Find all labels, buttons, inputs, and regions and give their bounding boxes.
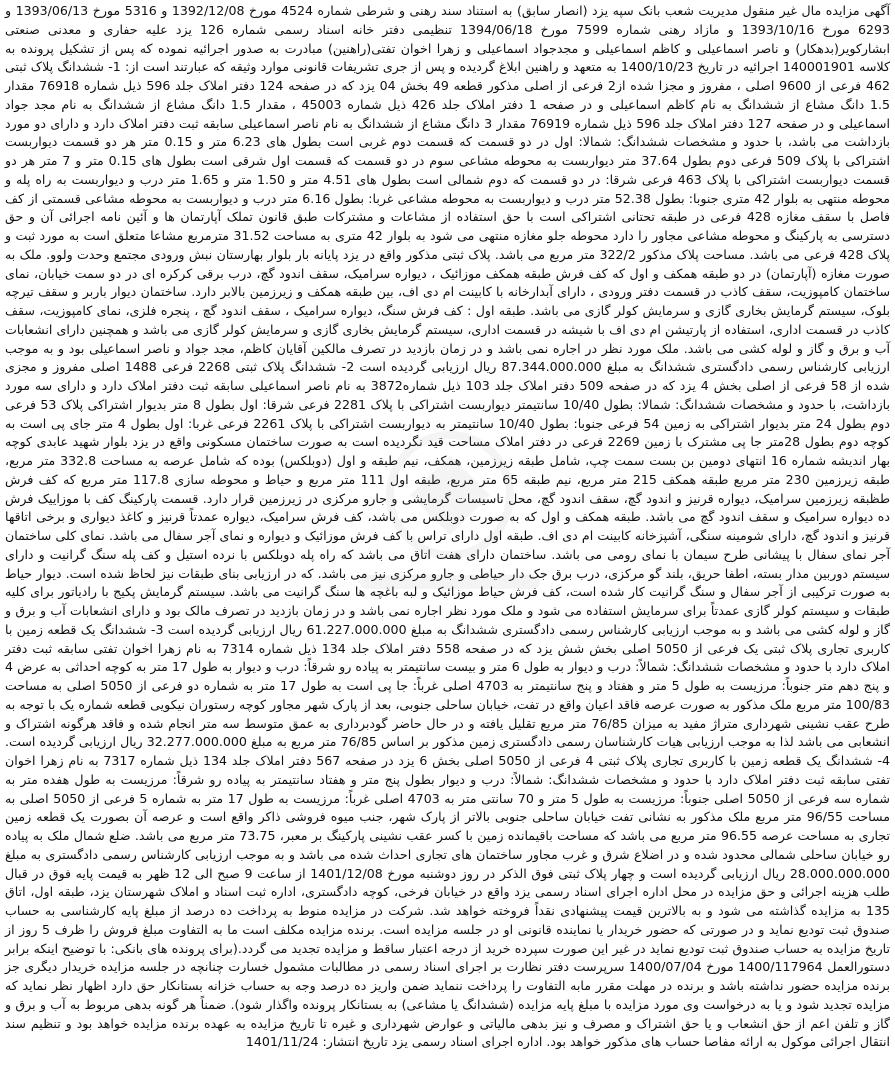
notice-paragraph: آگهی مزایده مال غیر منقول مدیریت شعب بانک سپه یزد (انصار سابق) به استناد سند رهنی و شرطی شماره 4524 مورخ 1392/12/08 و 5316 مورخ 1393/06/13 و 6293 مورخ 1393/10/16 و مازاد رهنی شماره 7599 مورخ 1394/06/18 تنظیمی دفتر خانه اسناد رسمی شماره 126 یزد علیه حفاری و معدنی صنعتی ابشارکویر(بدهکار) و ناصر اسماعیلی و کاظم اسماعیلی و مجدجواد اسماعیلی و زهرا اخوان تفتی(راهنین) مبادرت به صدور اجرائیه نموده که پس از تشکیل پرونده به کلاسه 140001901 اجرائیه در تاریخ 1400/10/23 به متعهد و راهنین ابلاغ گردیده و پس از جری تشریفات قانونی موارد وثیقه که عبارتند است از: 1- ششدانگ پلاک ثبتی 462 فرعی از 9600 اصلی ، مفروز و مجزا شده از2 فرعی از اصلی مذکور قطعه 49 بخش 04 یزد که در صفحه 124 دفتر املاک جلد 596 ذیل شماره 76918 مقدار 1.5 دانگ مشاع از ششدانگ به نام کاظم اسماعیلی و در صفحه 1 دفتر املاک جلد 426 ذیل شماره 45003 ، مقدار 1.5 دانگ مشاع از ششدانگ به نام مجد جواد اسماعیلی و در صفحه 127 دفتر املاک جلد 596 ذیل شماره 76919 مقدار 3 دانگ مشاع از ششدانگ به نام ناصر اسماعیلی سابقه ثبت دفتر املاک دارد و دارای دو مورد بازداشت می باشد، با حدود و مشخصات ششدانگ: شمالا: اول در دو قسمت که قسمت دوم غربی است بطول های 6.23 متر و 0.15 متر هر دو قسمت دیواربست اشتراکی با پلاک 509 فرعی دوم بطول 37.64 متر دیواربست به محوطه مشاعی سوم در دو قسمت که قسمت اول شرقی است بطول های 0.15 متر و 7 متر هر دو قسمت دیواربست اشتراکی با پلاک 463 فرعی شرقا: در دو قسمت که دوم شمالی است بطول های 4.51 متر و 1.50 متر و 1.65 متر درب و دیواربست به راه پله و محوطه منتهی به بلوار 42 متری جنوبا: بطول 52.38 متر درب و دیواربست به محوطه مشاعی غربا: بطول 6.16 متر درب و دیواربست به محوطه مشاعی قسمتی از کف فاصل با سقف مغازه 428 فرعی در طبقه تحتانی اشتراکی است با حق استفاده از مشاعات و مشترکات طبق قانون تملک آپارتمان ها و آئین نامه اجرائی آن و حق دسترسی به پارکینگ و محوطه مشاعی مجاور را دارد محوطه جلو مغازه منتهی می شود به بلوار 42 متری به مساحت 31.52 مترمربع مشاعا متعلق است به مورد ثبت و پلاک 428 فرعی می باشد. مساحت پلاک مذکور 322/2 متر مربع می باشد. پلاک ثبتی مذکور واقع در یزد پایانه بار بلوار بهارستان نبش ورودی مجتمع وحدت ولوو. ملک به صورت مغازه (آپارتمان) در دو طبقه همکف و اول که کف فرش طبقه همکف موزائیک ، دیواره سرامیک، سقف اندود گچ، درب برقی کرکره ای در دو سمت خیابان، نمای ساختمان کامپوزیت، سقف کاذب در قسمت دفتر ورودی ، دارای آبدارخانه با کابینت ام دی اف، بین طبقه همکف و زیرزمین بالابر دارد. ساختمان دیوار باربر و سقف تیرچه بلوک، سیستم گرمایش بخاری گازی و سرمایش کولر گازی می باشد. طبقه اول : کف فرش سنگ، دیواره سرامیک ، سقف اندود گچ ، پنجره فلزی، نمای کامپوزیت، سقف کاذب در قسمت اداری، استفاده از پارتیشن ام دی اف با شیشه در قسمت اداری، سیستم گرمایش بخاری گازی و سرمایش کولر گازی می باشد و همچنین دارای انشعابات آب و برق و گاز و لوله کشی می باشد. ملک مورد نظر در اجاره نمی باشد و در زمان بازدید در تصرف مالکین آقایان کاظم، مجد جواد و ناصر اسماعیلی بود و به موجب ارزیابی کارشناس رسمی دادگستری ششدانگ به مبلغ 87.344.000.000 ریال ارزیابی گردیده است 2- ششدانگ پلاک ثبتی 2268 فرعی 1488 اصلی مفروز و مجزی شده از 58 فرعی از اصلی بخش 4 یزد که در صفحه 509 دفتر املاک جلد 103 ذیل شماره3872 به نام ناصر اسماعیلی سابقه ثبت دفتر املاک دارد و دارای سه مورد بازداشت، با حدود و مشخصات ششدانگ: شمالا: بطول 10/40 سانتیمتر دیواربست اشتراکی با پلاک 2281 فرعی شرقا: اول بطول 8 متر بدیوار اشتراکی پلاک 53 فرعی دوم بطول 24 متر بدیوار اشتراکی به زمین 54 فرعی جنوبا: بطول 10/40 سانتیمتر به دیواربست اشتراکی با پلاک 2261 فرعی غربا: اول بطول 4 متر جای پی است به کوچه دوم بطول 28متر جا پی مشترک با زمین 2269 فرعی در دفتر املاک مساحت قید نگردیده است به صورت ساختمان مسکونی واقع در یزد بلوار شهید عابدی کوچه بهار اندیشه شماره 16 انتهای دومین بن بست سمت چپ، شامل طبقه زیرزمین، همکف، نیم طبقه و اول (دوبلکس) بوده که شامل عرصه به مساحت 332.8 متر مربع، طبقه زیرزمین 230 متر مربع طبقه همکف 215 متر مربع، نیم طبقه 65 متر مربع، طبقه اول 111 متر مربع و حیاط و محوطه سازی 117.8 متر مربع که کف فرش طظبقه زیرزمین سرامیک، دیواره قرنیز و اندود گچ، سقف اندود گچ، محل تاسیسات گرمایشی و جارو مرکزی در زیرزمین قرار دارد. قسمت پارکینگ کف با موزاییک فرش ده دیواره سرامیک و سقف اندود گچ می باشد. طبقه همکف و اول که به صورت دوبلکس می باشد، کف فرش سرامیک، دیواره عمدتاً قرنیز و کاغذ دیواری و برخی اتاقها قرنیز و اندود گچ، دارای شومینه سنگی، آشپزخانه کابینت ام دی اف. طبقه اول دارای تراس با کف فرش موزائیک و دیواره و نمای آجر سفال می باشد. نمای کلی ساختمان آجر نمای سفال با پیشانی طرح سیمان با نمای رومی می باشد. ساختمان دارای هفت اتاق می باشد که راه پله دوبلکس با نرده استیل و کف پله سنگ گرانیت و دارای سیستم دوربین مدار بسته، اطفا حریق، بلند گو مرکزی، درب برق جک دار حیاطی و جارو مرکزی نیز می باشد. که در ارزیابی بنای طبقات نیز لحاظ شده است. دیوار حیاط به صورت ترکیبی از آجر سفال و سنگ گرانیت کار شده است، کف فرش حیاط موزائیک و لبه باغچه ها سنگ گرانیت می باشد. سیستم گرمایش پکیج با رادیاتور برای کلیه طبقات و سیستم کولر گازی عمدتاً برای سرمایش استفاده می شود و ملک مورد نظر اجاره نمی باشد و در زمان بازدید در تصرف مالک بود و دارای انشعابات آب و برق و گاز و لوله کشی می باشد و به موجب ارزیابی کارشناس رسمی دادگستری ششدانگ به مبلغ 61.227.000.000 ریال ارزیابی گردیده است 3- ششدانگ یک قطعه زمین با کاربری تجاری پلاک ثبتی یک فرعی از 5050 اصلی بخش شش یزد که در صفحه 558 دفتر املاک جلد 134 ذیل شماره 7314 به نام زهرا اخوان تفتی سابقه ثبت دفتر املاک دارد با حدود و مشخصات ششدانگ: شمالاً: درب و دیوار به طول 6 متر و بیست سانتیمتر به پیاده رو شرقاً: درب و دیوار به طول 17 متر به کوچه احداثی به عرض 4 و پنج دهم متر جنوباً: مرزیست به طول 5 متر و هفتاد و پنج سانتیمتر به 4703 اصلی غرباً: جا پی است به طول 17 متر به شماره دو فرعی از 5050 اصلی به مساحت 100/83 متر مربع ملک مذکور به صورت عرصه فاقد اعیان واقع در تفت، خیابان ساحلی جنوبی، بعد از پارک شهر مجاور کوچه رستوران نیکویی قطعه شماره یک با توجه به طرح عقب نشینی شهرداری متراژ مفید به میزان 76/85 متر مربع تقلیل یافته و در حال حاضر گودبرداری به عمق متوسط سه متر انجام شده و فاقد هرگونه اشتراک و انشعابی می باشد لذا به موجب ارزیابی هیات کارشناسان رسمی دادگستری زمین مذکور بر اساس 76/85 متر مربع به مبلغ 32.277.000.000 ریال ارزیابی گردیده است. 4- ششدانگ یک قطعه زمین با کاربری تجاری پلاک ثبتی 4 فرعی از 5050 اصلی بخش 6 یزد در صفحه 567 دفتر املاک جلد 134 ذیل شماره 7317 به نام زهرا اخوان تفتی سابقه ثبت دفتر املاک دارد با حدود و مشخصات ششدانگ: شمالاً: درب و دیوار بطول پنج متر و هفتاد سانتیمتر به پیاده رو شرقاً: مرزیست به طول هفده متر به شماره سه فرعی از 5050 اصلی جنوباً: مرزیست به طول 5 متر و 70 سانتی متر به 4703 اصلی غرباً: مرزیست به طول 17 متر به شماره 5 فرعی از 5050 اصلی به مساحت 96/55 متر مربع ملک مذکور به نشانی تفت خیابان ساحلی جنوبی بالاتر از پارک شهر، جنب میوه فروشی ذاکر واقع است و عرصه آن بصورت یک قطعه زمین تجاری به مساحت عرصه 96.55 متر مربع می باشد که مساحت باقیمانده زمین با کسر عقب نشینی پارکینگ بر معبر، 73.75 متر مربع می باشد. ضلع شمال ملک به پیاده رو خیابان ساحلی شمالی محدود شده و در اضلاع شرق و غرب مجاور ساختمان های تجاری احداث شده می باشد و به موجب ارزیابی کارشناس رسمی دادگستری به مبلغ 28.000.000.000 ریال ارزیابی گردیده است و چهار پلاک ثبتی فوق الذکر در روز دوشنبه مورخ 1401/12/08 از ساعت 9 صبح الی 12 ظهر به قیمت پایه فوق در قبال طلب هزینه اجرائی و حق مزایده در محل اداره اجرای اسناد رسمی یزد واقع در خیابان فرخی، کوچه دادگستری، اداره ثبت اسناد و املاک شهرستان یزد، طبقه اول، اتاق 135 به مزایده گذاشته می شود و به بالاترین قیمت پیشنهادی نقداً فروخته خواهد شد. شرکت در مزایده منوط به پرداخت ده درصد از مبلغ پایه کارشناسی به حساب صندوق ثبت تودیع نماید و در صورتی که حضور خریدار یا نماینده قانونی او در جلسه مزایده است. برنده مزایده مکلف است ما به التفاوت مبلغ فروش را ظرف 5 روز از تاریخ مزایده به حساب صندوق ثبت تودیع نماید در غیر این صورت سپرده خرید از درجه اعتبار ساقط و مزایده تجدید می گردد.(برای پرونده های بانکی: با توضیح اینکه برابر دستورالعمل 1400/117964 مورخ 1400/07/04 سرپرست دفتر نظارت بر اجرای اسناد رسمی در مطالبات مشمول خسارت چنانچه در جلسه مزایده خریدار دیگری جز برنده مزایده حضور نداشته باشد و برنده در مهلت مقرر مابه التفاوت را پرداخت ننماید ضمن واریز ده درصد وجه به حساب خزانه بستانکار حق دارد اظهار نظر نماید که مزایده تجدید شود و یا به درخواست وی مورد مزایده با مبلغ پایه مزایده (ششدانگ یا مشاعی) به بستانکار پرونده واگذار شود). ضمناً هر گونه بدهی مربوط به آب و برق و گاز و تلفن اعم از حق انشعاب و یا حق اشتراک و مصرف و نیز بدهی مالیاتی و عوارض شهرداری و غیره تا تاریخ مزایده به عهده برنده مزایده خواهد بود و تنظیم سند انتقال اجرائی موکول به ارائه مفاصا حساب های مذکور خواهد بود. اداره اجرای اسناد رسمی یزد تاریخ انتشار: 1401/11/24 [5, 3, 891, 1050]
